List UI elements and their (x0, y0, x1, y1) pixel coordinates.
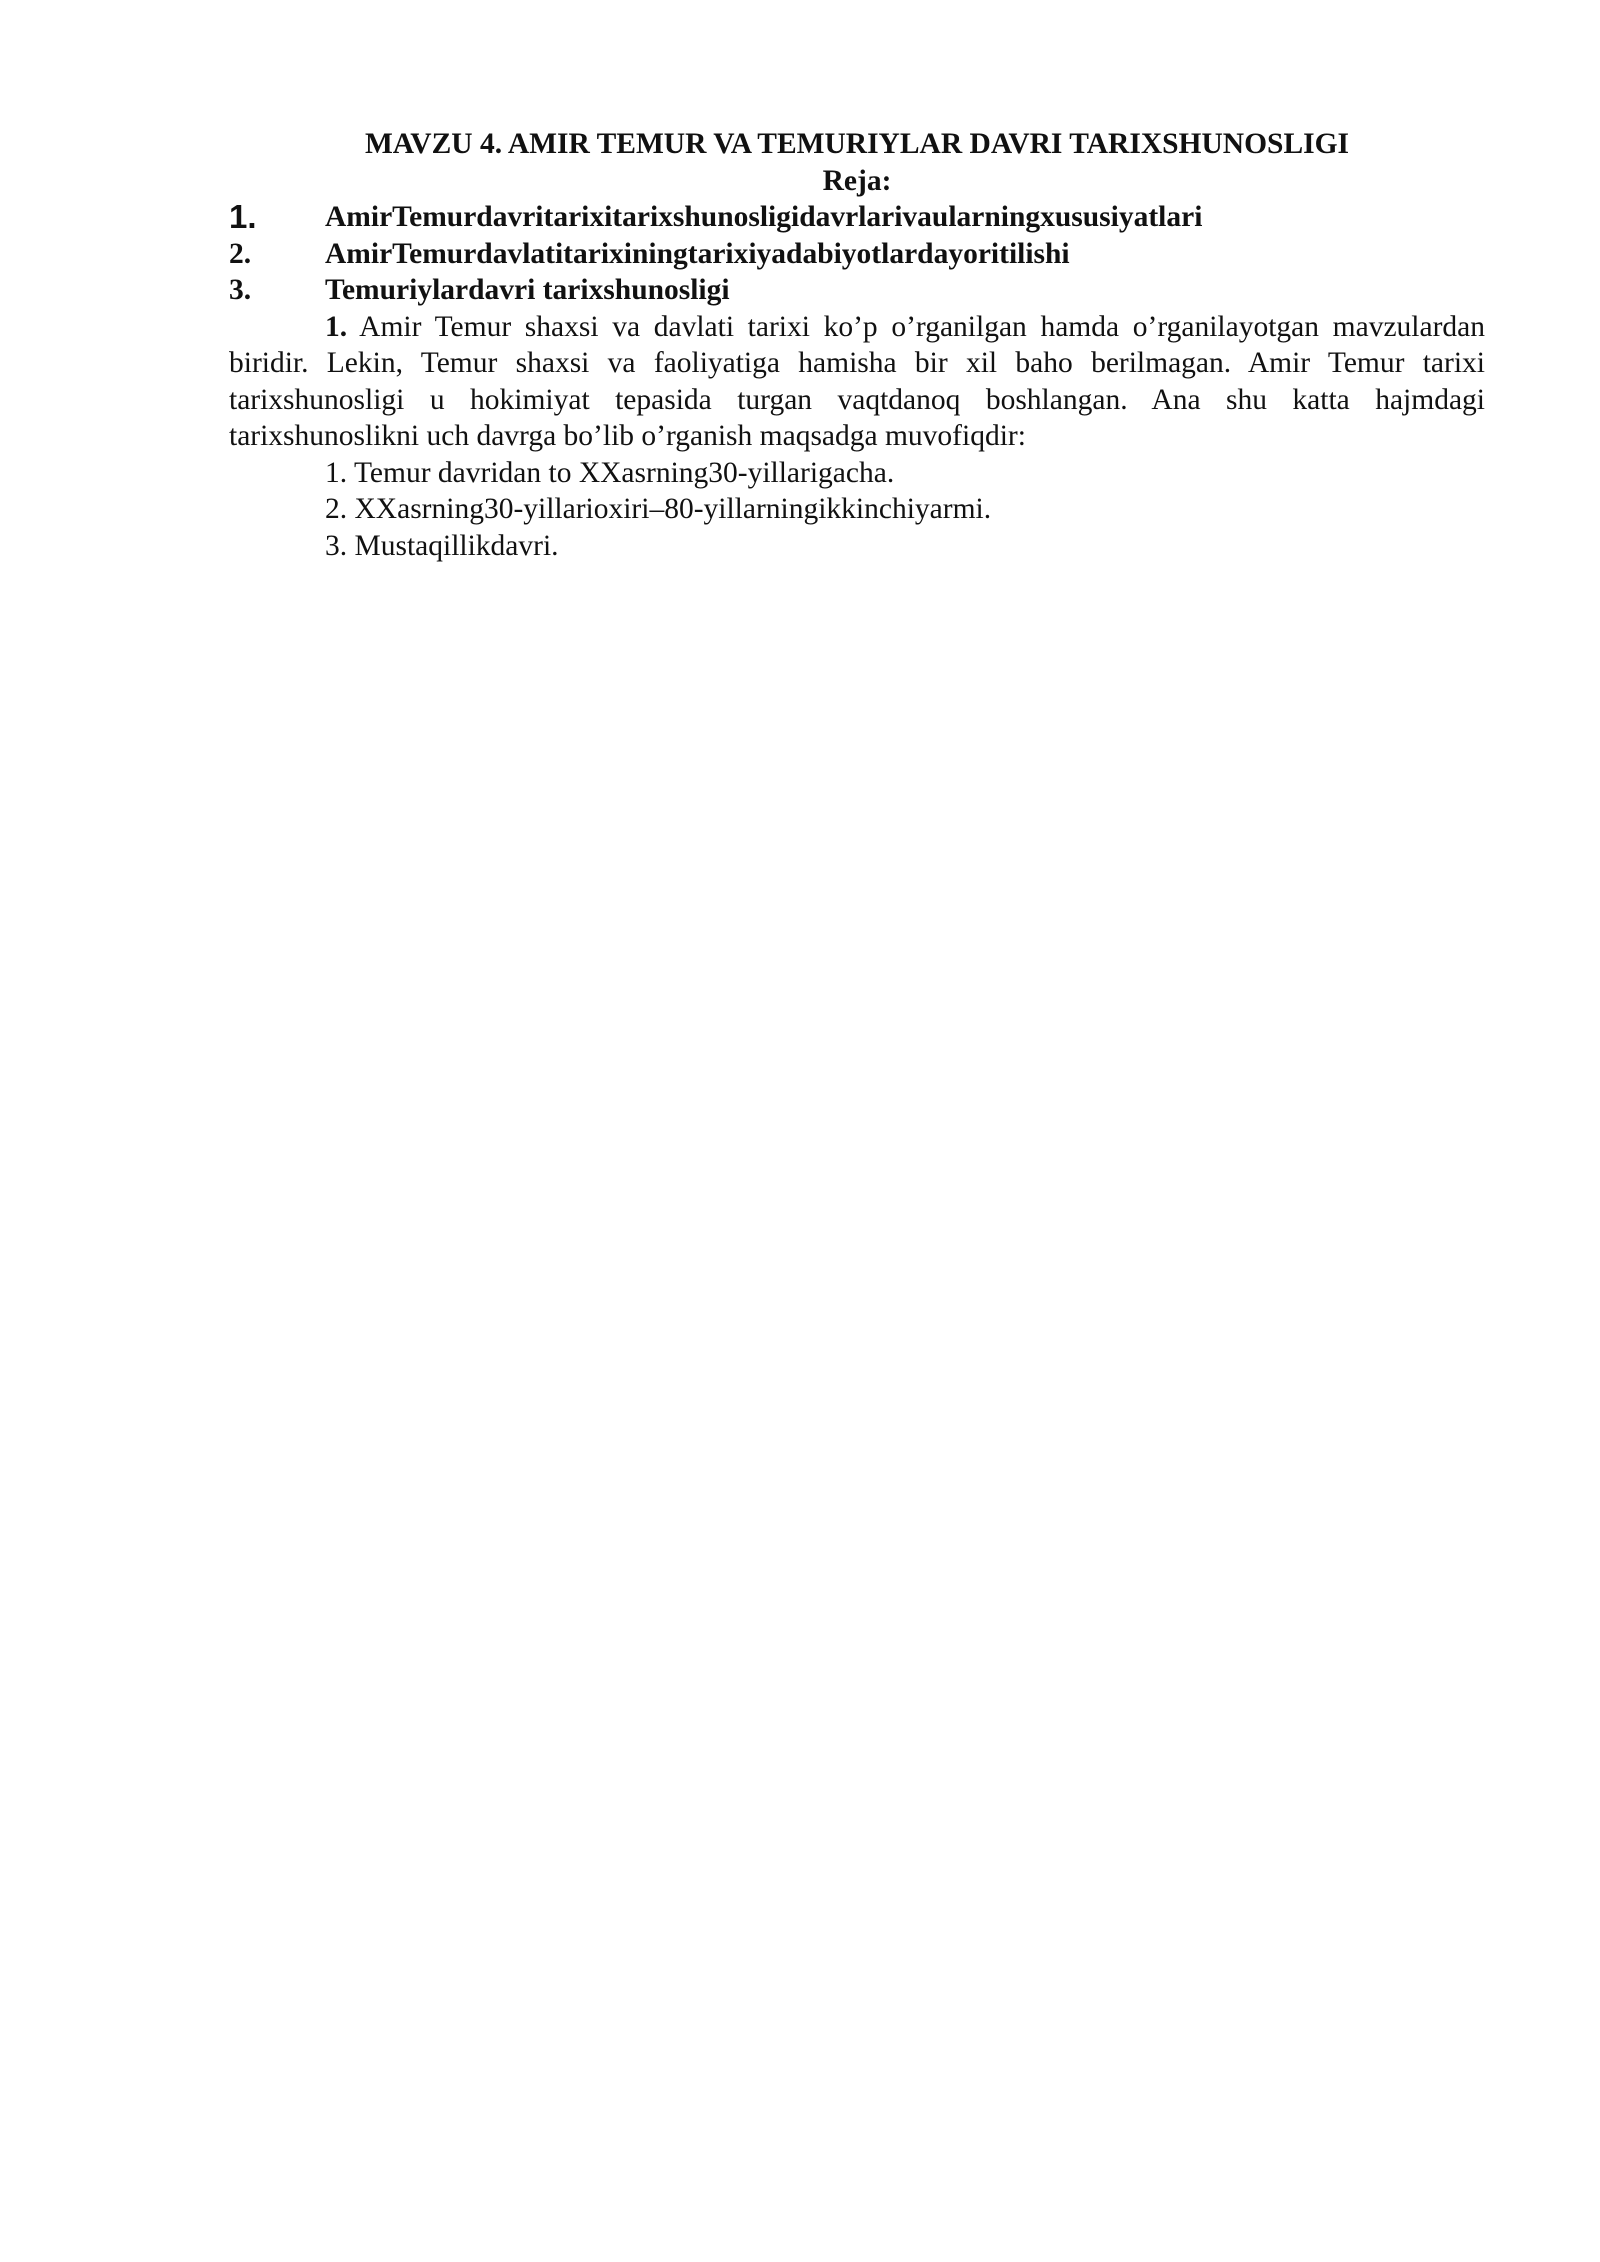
paragraph-text: Amir Temur shaxsi va davlati tarixi ko’p o’rganilgan hamda o’rganilayotgan mavzulardan biridir. Lekin, Temur shaxsi va faoliyatiga hamisha bir xil baho berilmagan. Amir Temur tarixi tarixshunosligi u hokimiyat tepasida turgan vaqtdanoq boshlangan. Ana shu katta hajmdagi tarixshunoslikni uch davrga bo’lib o’rganish maqsadga muvofiqdir: (229, 310, 1485, 452)
period-item: 3. Mustaqillikdavri. (325, 529, 559, 562)
plan-item-text: AmirTemurdavlatitarixiningtarixiyadabiyotlardayoritilishi (325, 237, 1070, 270)
intro-paragraph (229, 309, 1485, 455)
period-item: 1. Temur davridan to XXasrning30-yillarigacha. (325, 456, 895, 489)
document-page (229, 126, 1485, 564)
period-list (229, 455, 1485, 565)
plan-item-number: 3. (229, 274, 252, 306)
plan-item-text: AmirTemurdavritarixitarixshunosligidavrlarivaularningxususiyatlari (325, 201, 1203, 233)
period-item: 2. XXasrning30-yillarioxiri–80-yillarningikkinchiyarmi. (325, 493, 992, 525)
plan-item (229, 236, 1485, 273)
plan-item-number: 2. (229, 237, 252, 270)
plan-item-text: Temuriylardavri tarixshunosligi (325, 274, 730, 306)
paragraph-lead-number: 1. (325, 310, 348, 343)
plan-heading: Reja: (822, 164, 892, 197)
plan-item (229, 199, 1485, 236)
plan-item-number: 1. (229, 198, 257, 235)
document-title: MAVZU 4. AMIR TEMUR VA TEMURIYLAR DAVRI TARIXSHUNOSLIGI (364, 128, 1350, 160)
plan-item (229, 272, 1485, 309)
plan-list (229, 199, 1485, 309)
